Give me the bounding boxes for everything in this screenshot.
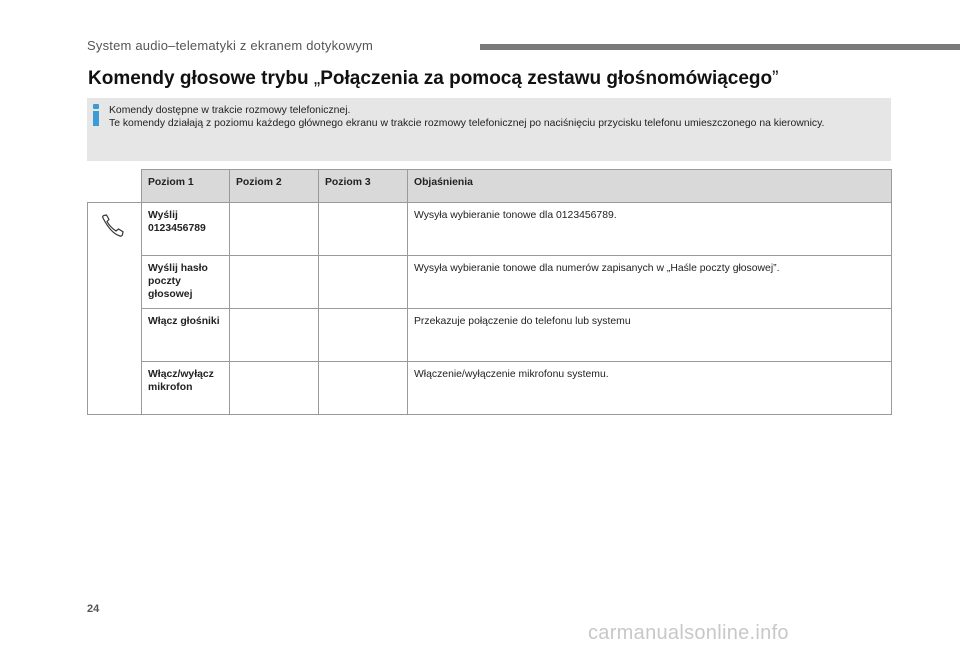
- section-title-prefix: Komendy głosowe trybu: [88, 68, 314, 89]
- row-level-2: [230, 203, 319, 256]
- phone-icon-cell: [88, 203, 142, 415]
- row-level-3: [319, 362, 408, 415]
- row-level-3: [319, 203, 408, 256]
- header-level-2: Poziom 2: [230, 170, 319, 203]
- row-level-3: [319, 256, 408, 309]
- running-header: System audio–telematyki z ekranem dotykowym: [87, 38, 374, 53]
- info-line-2: Te komendy działają z poziomu każdego głównego ekranu w trakcie rozmowy telefonicznej po naciśnięciu przycisku telefonu umieszczonego na kierownicy.: [109, 118, 825, 129]
- info-text: [109, 104, 884, 130]
- header-level-1: Poziom 1: [142, 170, 230, 203]
- row-explanation: Wysyła wybieranie tonowe dla numerów zapisanych w „Haśle poczty głosowej”.: [408, 256, 892, 309]
- row-level-1: Wyślij hasło poczty głosowej: [142, 256, 230, 309]
- table-header-row: [88, 170, 892, 203]
- quote-open: „: [313, 68, 321, 89]
- row-level-2: [230, 256, 319, 309]
- row-explanation: Wysyła wybieranie tonowe dla 0123456789.: [408, 203, 892, 256]
- header-explanation: Objaśnienia: [408, 170, 892, 203]
- row-level-1: Włącz głośniki: [142, 309, 230, 362]
- row-explanation: Przekazuje połączenie do telefonu lub systemu: [408, 309, 892, 362]
- row-explanation: Włączenie/wyłączenie mikrofonu systemu.: [408, 362, 892, 415]
- row-level-2: [230, 362, 319, 415]
- row-level-2: [230, 309, 319, 362]
- phone-icon: [100, 214, 128, 240]
- voice-commands-table: [87, 169, 892, 415]
- section-title-main: Połączenia za pomocą zestawu głośnomówiącego: [320, 68, 773, 89]
- info-line-1: Komendy dostępne w trakcie rozmowy telefonicznej.: [109, 105, 351, 116]
- header-rule: [480, 44, 960, 50]
- info-icon: [92, 104, 100, 126]
- page-number: 24: [87, 603, 100, 615]
- section-title: [88, 68, 778, 90]
- table-row: [88, 256, 892, 309]
- header-blank: [88, 170, 142, 203]
- table-row: [88, 203, 892, 256]
- header-level-3: Poziom 3: [319, 170, 408, 203]
- quote-close: ”: [772, 68, 779, 89]
- table-row: [88, 309, 892, 362]
- watermark: carmanualsonline.info: [588, 622, 789, 644]
- row-level-3: [319, 309, 408, 362]
- row-level-1: Wyślij 0123456789: [142, 203, 230, 256]
- table-row: [88, 362, 892, 415]
- row-level-1: Włącz/wyłącz mikrofon: [142, 362, 230, 415]
